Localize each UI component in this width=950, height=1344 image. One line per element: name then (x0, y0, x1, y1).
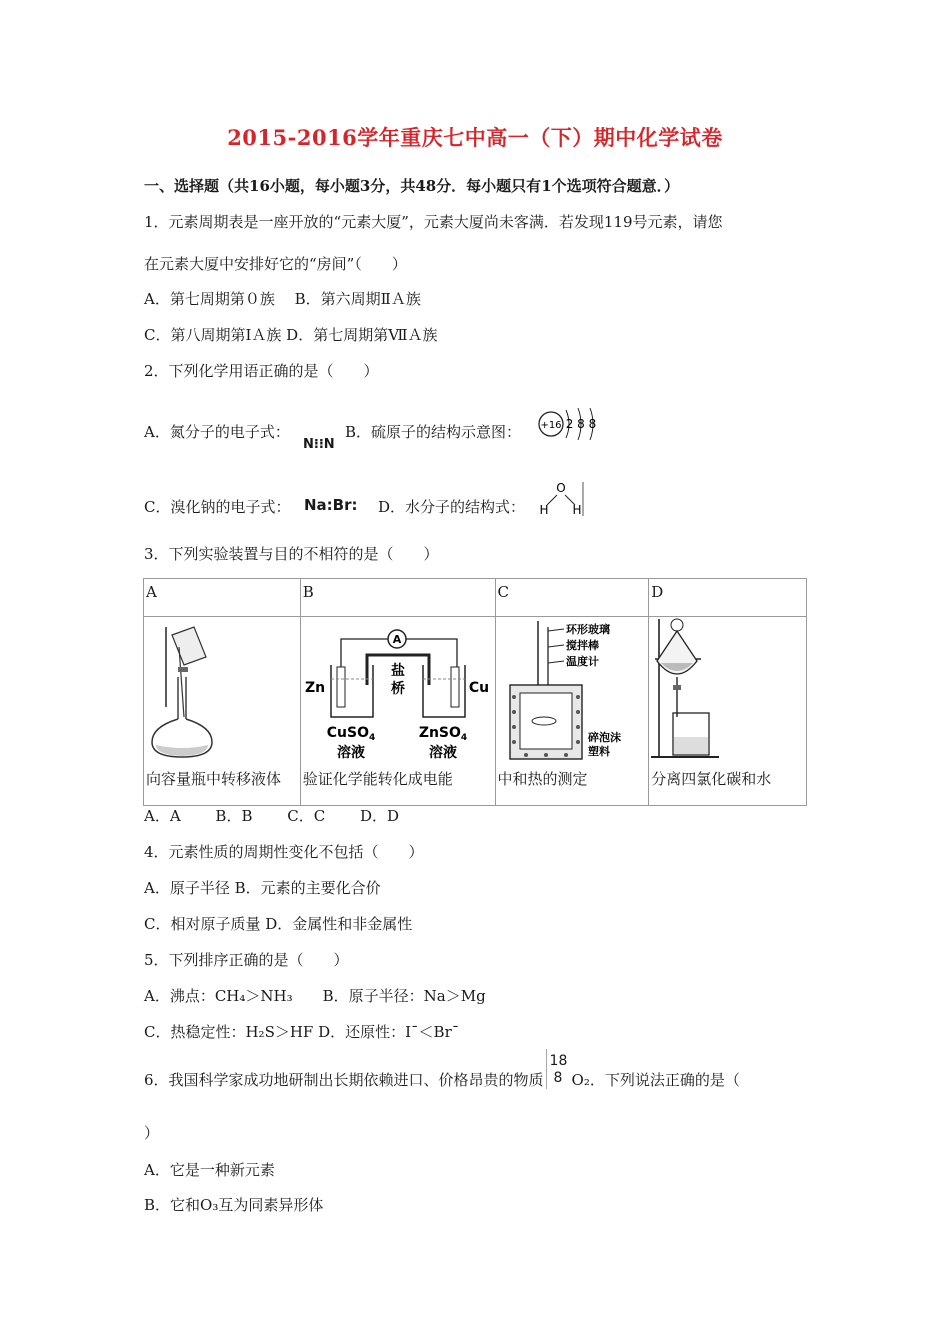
q2-option-c: C．溴化钠的电子式： (144, 498, 291, 516)
q1-stem-line2: 在元素大厦中安排好它的“房间”（ ） (144, 255, 407, 273)
cu-electrode-label: Cu (468, 680, 489, 696)
separatory-funnel-figure (649, 617, 805, 763)
figure-a-cell (144, 617, 301, 768)
nabr-electron-formula: Na:Br: (304, 496, 358, 514)
q5-options-cd: C．热稳定性：H₂S＞HF D．还原性：I¯＜Br¯ (144, 1023, 460, 1041)
caption-d: 分离四氯化碳和水 (649, 767, 807, 806)
cuso4-label: CuSO$_4$ (326, 725, 375, 743)
caption-a: 向容量瓶中转移液体 (144, 767, 301, 806)
water-structure-formula (537, 480, 585, 518)
q6-option-b: B．它和O₃互为同素异形体 (144, 1196, 324, 1214)
sulfur-nucleus-label: +16 (540, 420, 562, 431)
water-h2-label: H (572, 503, 582, 517)
q2-option-d: D．水分子的结构式： (378, 498, 526, 516)
sulfur-atom-diagram (536, 402, 602, 448)
n2-electron-formula: N⁝⁝N (303, 437, 335, 452)
q6-formula: O₂ (571, 1071, 590, 1089)
water-h1-label: H (539, 503, 549, 517)
q1-options-ab: A．第七周期第０族 B．第六周期ⅡＡ族 (144, 290, 421, 308)
q6-stem-line2: ） (144, 1124, 160, 1142)
caption-b: 验证化学能转化成电能 (300, 767, 495, 806)
figure-c-cell (495, 617, 649, 768)
stirrer-label-2: 搅拌棒 (565, 639, 599, 652)
q1-options-cd: C．第八周期第ⅠＡ族 D．第七周期第ⅦＡ族 (144, 326, 438, 344)
isotope-mass-number: 18 (549, 1053, 568, 1069)
isotope-atomic-number: 8 (553, 1070, 563, 1086)
sulfur-shell-electrons: 2 8 8 (565, 417, 597, 431)
q4-stem: 4．元素性质的周期性变化不包括（ ） (144, 843, 424, 861)
q4-options-cd: C．相对原子质量 D．金属性和非金属性 (144, 915, 413, 933)
q2-stem: 2．下列化学用语正确的是（ ） (144, 362, 379, 380)
volumetric-flask-figure (144, 617, 299, 763)
znso4-solution-label: 溶液 (428, 745, 457, 761)
col-header-d: D (649, 579, 807, 617)
zn-electrode-label: Zn (304, 680, 325, 696)
q3-options: A．A B．B C．C D．D (144, 807, 400, 825)
q6-option-a: A．它是一种新元素 (144, 1161, 275, 1179)
q2-option-a: A．氮分子的电子式： (144, 423, 290, 441)
col-header-a: A (144, 579, 301, 617)
figure-b-cell (300, 617, 495, 768)
col-header-c: C (495, 579, 649, 617)
q1-stem-line1: 1．元素周期表是一座开放的“元素大厦”，元素大厦尚未客满．若发现119号元素，请您 (144, 213, 723, 231)
q2-option-b: B．硫原子的结构示意图： (345, 423, 522, 441)
foam-label-1: 碎泡沫 (587, 731, 621, 744)
caption-c: 中和热的测定 (495, 767, 649, 806)
ammeter-label: A (392, 633, 402, 646)
salt-bridge-label-1: 盐 (390, 663, 405, 679)
q6-stem-pre: 6．我国科学家成功地研制出长期依赖进口、价格昂贵的物质 (144, 1071, 544, 1089)
salt-bridge-label-2: 桥 (390, 681, 405, 697)
q5-stem: 5．下列排序正确的是（ ） (144, 951, 349, 969)
znso4-label: ZnSO$_4$ (418, 725, 467, 743)
calorimeter-figure (496, 617, 648, 763)
o18-isotope-notation (544, 1053, 572, 1091)
water-o-label: O (556, 481, 566, 495)
exam-title: 2015-2016学年重庆七中高一（下）期中化学试卷 (227, 125, 723, 150)
figure-d-cell (649, 617, 807, 768)
galvanic-cell-figure (301, 617, 494, 763)
q3-stem: 3．下列实验装置与目的不相符的是（ ） (144, 545, 439, 563)
stirrer-label-1: 环形玻璃 (565, 623, 610, 636)
q3-apparatus-table (143, 578, 807, 806)
q4-options-ab: A．原子半径 B．元素的主要化合价 (144, 879, 381, 897)
cuso4-solution-label: 溶液 (336, 745, 365, 761)
q6-stem-post: ．下列说法正确的是（ (589, 1071, 740, 1089)
col-header-b: B (300, 579, 495, 617)
q6-stem (144, 1053, 740, 1091)
q5-options-ab: A．沸点：CH₄＞NH₃ B．原子半径：Na＞Mg (144, 987, 486, 1005)
foam-label-2: 塑料 (587, 745, 610, 758)
section-heading: 一、选择题（共16小题，每小题3分，共48分．每小题只有1个选项符合题意．） (144, 177, 680, 195)
thermometer-label: 温度计 (565, 655, 599, 668)
